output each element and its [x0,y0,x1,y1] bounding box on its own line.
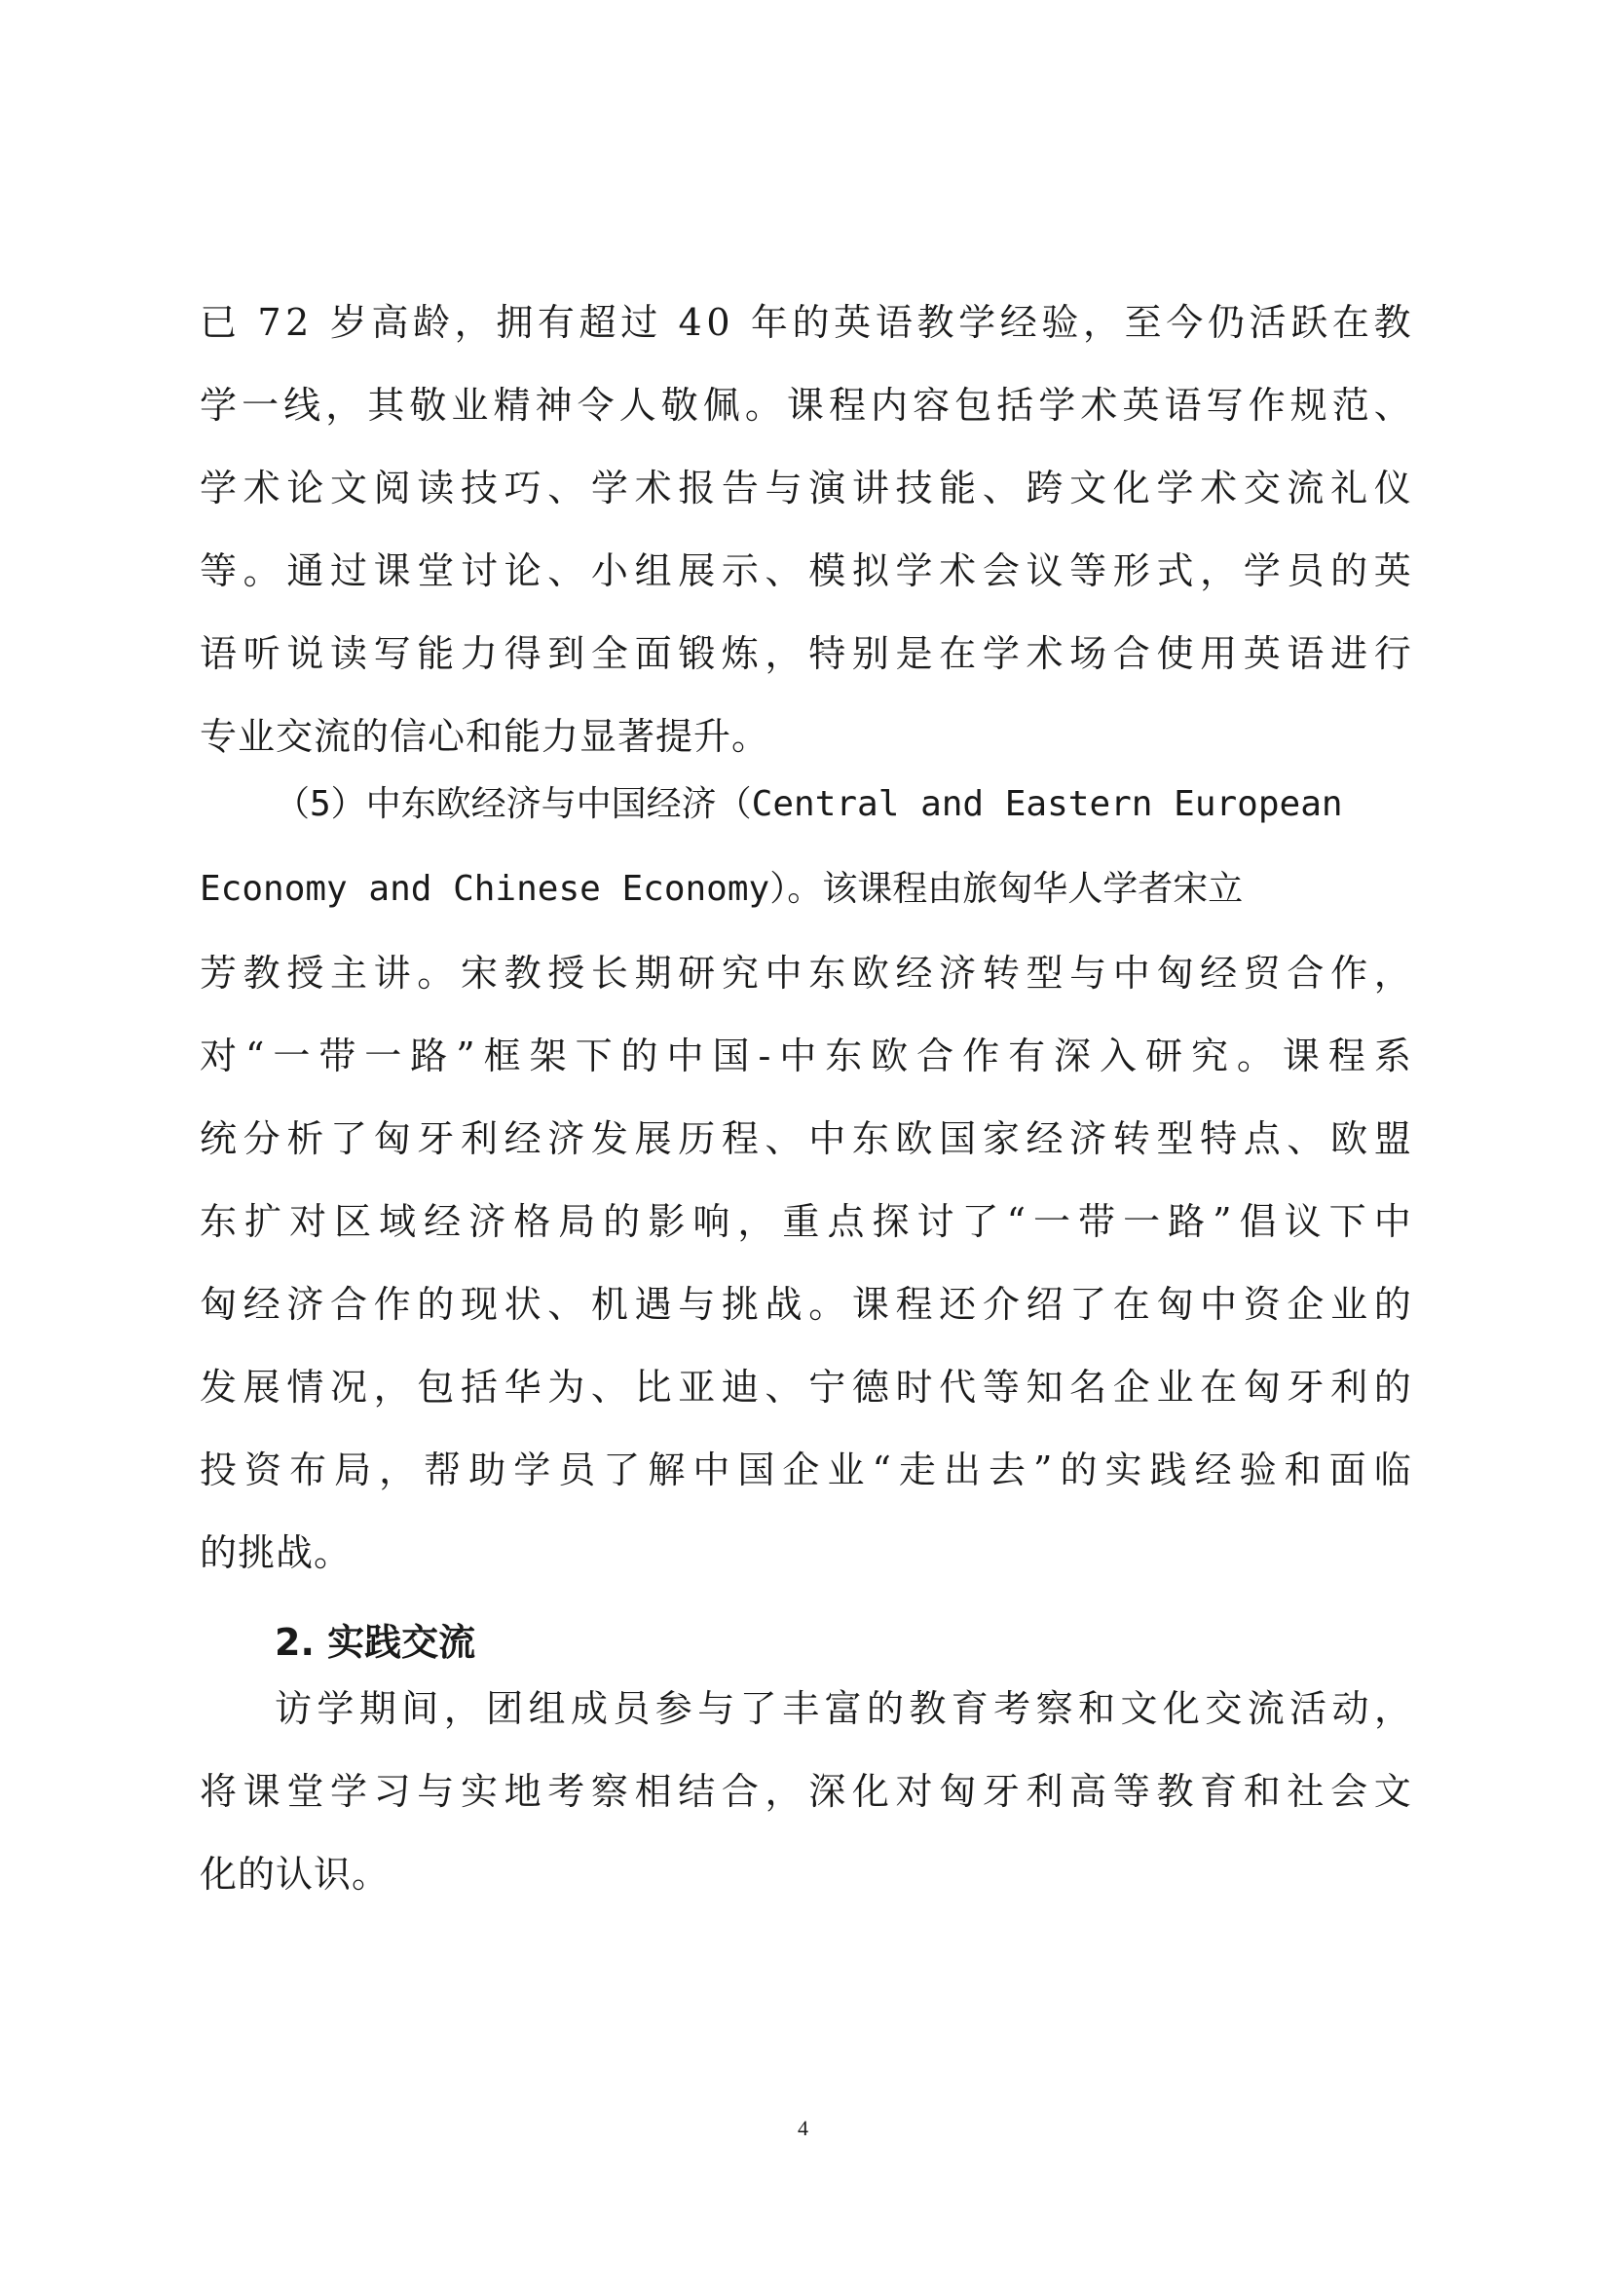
text-line: 已 7 2 岁 高 龄 ， 拥 有 超 过 4 0 年 的 英 语 教 学 经 验 ， 至 今 仍 活 跃 在 教 [200,301,1412,344]
text-line: 语 听 说 读 写 能 力 得 到 全 面 锻 炼 ， 特 别 是 在 学 术 场 合 使 用 英 语 进 行 [200,632,1412,675]
text-line: 访 学 期 间 ， 团 组 成 员 参 与 了 丰 富 的 教 育 考 察 和 文 化 交 流 活 动 ， [275,1687,1412,1730]
text-line: 化的认识。 [200,1853,391,1896]
text-line: 的挑战。 [200,1531,353,1574]
page-number: 4 [798,2116,808,2140]
text-line: 投 资 布 局 ， 帮 助 学 员 了 解 中 国 企 业 “ 走 出 去 ” 的 实 践 经 验 和 面 临 [200,1449,1412,1491]
text-line: 等 。 通 过 课 堂 讨 论 、 小 组 展 示 、 模 拟 学 术 会 议 等 形 式 ， 学 员 的 英 [200,549,1412,592]
text-line: 学 术 论 文 阅 读 技 巧 、 学 术 报 告 与 演 讲 技 能 、 跨 文 化 学 术 交 流 礼 仪 [200,467,1412,509]
text-line: 学 一 线 ， 其 敬 业 精 神 令 人 敬 佩 。 课 程 内 容 包 括 学 术 英 语 写 作 规 范 、 [200,384,1412,427]
text-line: 专业交流的信心和能力显著提升。 [200,715,770,758]
text-line: Economy and Chinese Economy）。该课程由旅匈华人学者宋立 [200,869,1244,909]
text-line: 东 扩 对 区 域 经 济 格 局 的 影 响 ， 重 点 探 讨 了 “ 一 带 一 路 ” 倡 议 下 中 [200,1200,1412,1243]
text-line: 对 “ 一 带 一 路 ” 框 架 下 的 中 国 - 中 东 欧 合 作 有 深 入 研 究 。 课 程 系 [200,1035,1412,1077]
text-line: 发 展 情 况 ， 包 括 华 为 、 比 亚 迪 、 宁 德 时 代 等 知 名 企 业 在 匈 牙 利 的 [200,1366,1412,1409]
text-line: 芳 教 授 主 讲 。 宋 教 授 长 期 研 究 中 东 欧 经 济 转 型 与 中 匈 经 贸 合 作 ， [200,952,1412,995]
section-heading: 2. 实践交流 [275,1621,476,1664]
text-line: 匈 经 济 合 作 的 现 状 、 机 遇 与 挑 战 。 课 程 还 介 绍 了 在 匈 中 资 企 业 的 [200,1283,1412,1326]
text-line: 统 分 析 了 匈 牙 利 经 济 发 展 历 程 、 中 东 欧 国 家 经 济 转 型 特 点 、 欧 盟 [200,1117,1412,1160]
text-line: （5）中东欧经济与中国经济（Central and Eastern European [275,784,1343,824]
text-line: 将 课 堂 学 习 与 实 地 考 察 相 结 合 ， 深 化 对 匈 牙 利 高 等 教 育 和 社 会 文 [200,1770,1412,1813]
